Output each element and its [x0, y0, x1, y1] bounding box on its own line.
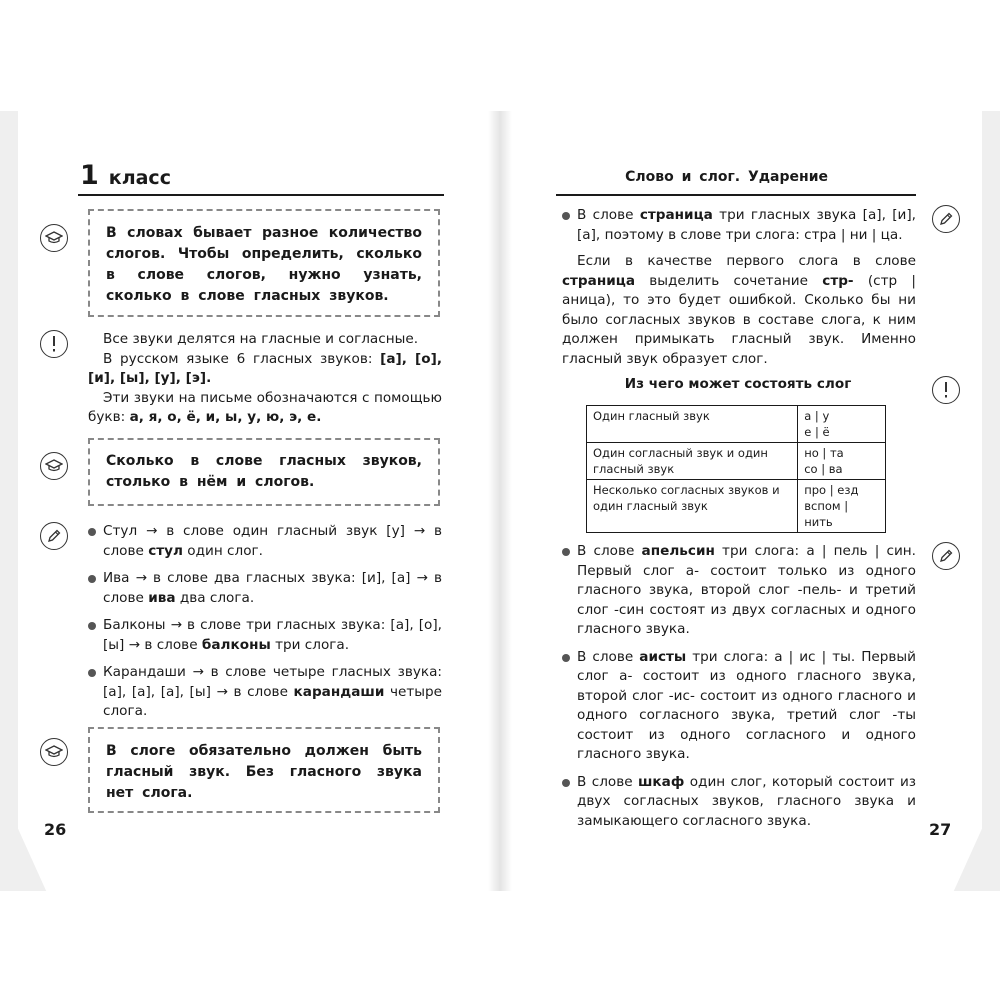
- right-page-header: Слово и слог. Ударение: [625, 169, 828, 185]
- pencil-icon: [932, 542, 960, 570]
- pencil-icon: [932, 205, 960, 233]
- bullet-dot: [88, 622, 96, 630]
- intro-paragraph: В русском языке 6 гласных звуков: [а], [о], [и], [ы], [у], [э].: [88, 350, 442, 386]
- list-item: В слове шкаф один слог, который состоит из двух согласных звуков, гласного звука и замыкающего согласного звука.: [562, 773, 916, 832]
- table-row: [587, 443, 886, 480]
- table-cell-examples: но | та со | ва: [798, 443, 886, 480]
- graduation-cap-icon: [40, 452, 68, 480]
- table-row: [587, 406, 886, 443]
- table-row: [587, 480, 886, 533]
- bullet-dot: [88, 669, 96, 677]
- page-number-right: 27: [929, 820, 952, 839]
- example-list-right-top: [562, 206, 916, 253]
- table-cell-desc: Один согласный звук и один гласный звук: [587, 443, 798, 480]
- book-spine: [488, 111, 512, 891]
- rule-box-vowels: Сколько в слове гласных звуков, столько в нём и слогов.: [88, 438, 440, 506]
- graduation-cap-icon: [40, 224, 68, 252]
- explanation-paragraph: Если в качестве первого слога в слове страница выделить сочетание стр- (стр | аница), то это будет ошибкой. Сколько бы ни было согласных звуков в составе слога, к ним должен примыкать гласный звук. Именно гласный звук образует слог.: [562, 253, 916, 367]
- table-cell-desc: Один гласный звук: [587, 406, 798, 443]
- left-page-header: [80, 160, 171, 191]
- intro-paragraph: Эти звуки на письме обозначаются с помощью букв: а, я, о, ё, и, ы, у, ю, э, е.: [88, 389, 442, 425]
- list-item: Стул → в слове один гласный звук [у] → в слове стул один слог.: [88, 522, 442, 561]
- exclamation-icon: [40, 330, 68, 358]
- intro-paragraph: Все звуки делятся на гласные и согласные.: [103, 331, 419, 347]
- bullet-dot: [88, 528, 96, 536]
- page-number-left: 26: [44, 820, 67, 839]
- class-number: 1: [80, 160, 99, 191]
- table-cell-examples: а | у е | ё: [798, 406, 886, 443]
- syllable-table: [586, 405, 886, 533]
- bullet-dot: [562, 212, 570, 220]
- class-label: класс: [108, 167, 171, 189]
- bullet-dot: [88, 575, 96, 583]
- list-item: Ива → в слове два гласных звука: [и], [а] → в слове ива два слога.: [88, 569, 442, 608]
- examples-list-left: [88, 522, 442, 730]
- exclamation-icon: [932, 376, 960, 404]
- rule-box-syllables: В словах бывает разное количество слогов. Чтобы определить, сколько в слове слогов, нужно узнать, сколько в слове гласных звуков.: [88, 209, 440, 317]
- graduation-cap-icon: [40, 738, 68, 766]
- table-cell-examples: про | езд вспом | нить: [798, 480, 886, 533]
- pencil-icon: [40, 522, 68, 550]
- header-rule-right: [556, 194, 916, 196]
- table-cell-desc: Несколько согласных звуков и один гласный звук: [587, 480, 798, 533]
- list-item: В слове апельсин три слога: а | пель | син. Первый слог а- состоит только из одного гласного звука, второй слог -пель- и третий слог -син состоят из двух согласных и одного гласного звука.: [562, 542, 916, 640]
- list-item: Балконы → в слове три гласных звука: [а], [о], [ы] → в слове балконы три слога.: [88, 616, 442, 655]
- bullet-dot: [562, 548, 570, 556]
- rule-box-vowel-required: В слоге обязательно должен быть гласный звук. Без гласного звука нет слога.: [88, 727, 440, 813]
- list-item: В слове страница три гласных звука [а], [и], [а], поэтому в слове три слога: стра | ни | ца.: [562, 206, 916, 245]
- header-rule-left: [78, 194, 444, 196]
- bullet-dot: [562, 779, 570, 787]
- bullet-dot: [562, 654, 570, 662]
- list-item: Карандаши → в слове четыре гласных звука: [а], [а], [а], [ы] → в слове карандаши четыре слога.: [88, 663, 442, 722]
- table-title: Из чего может состоять слог: [624, 376, 852, 392]
- list-item: В слове аисты три слога: а | ис | ты. Первый слог а- состоит из одного гласного звука, второй слог -ис- состоит из одного гласного и одного согласного звука, третий слог -ты состоит из одного согласного и одного гласного звука.: [562, 648, 916, 765]
- examples-list-right: [562, 542, 916, 839]
- intro-text: [88, 330, 442, 428]
